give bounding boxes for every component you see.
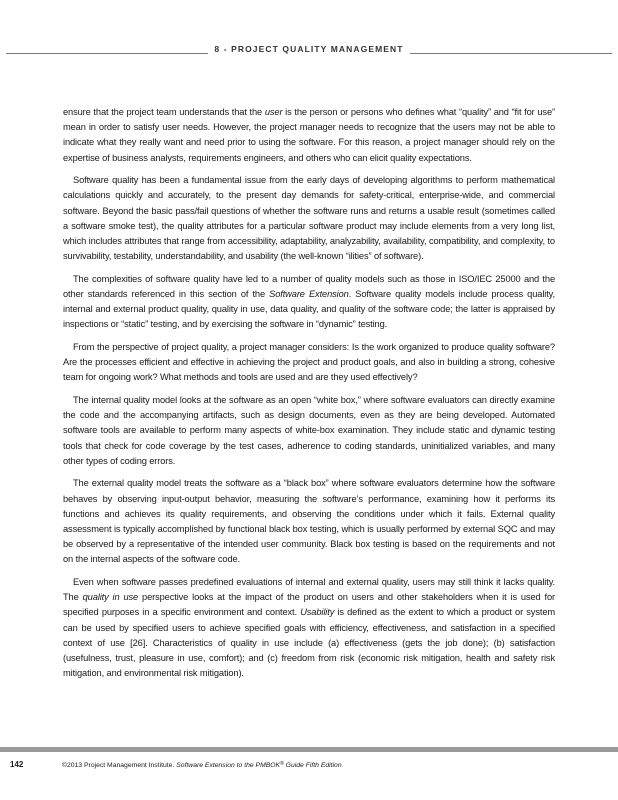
text-run: is defined as the extent to which a product or system can be used by specified users to achieve specified goals with efficiency, effectiveness, and satisfaction in a specified context of use [26]. Characteristics of quality in use include (a) effectiveness (gets the job done); (b) satisfaction (usefulness, trust, pleasure in use, comfort); and (c) freedom from risk (economic risk mitigation, health and safety risk mitigation, and environmental risk mitigation). <box>63 607 555 679</box>
text-run: perspective looks at the impact of the product on users and other stakeholders when it is used for specified purposes in a specific environment and context. <box>63 592 555 618</box>
paragraph-3 <box>63 272 555 333</box>
paragraph-5: The internal quality model looks at the software as an open “white box,” where software evaluators can directly examine the code and the accompanying artifacts, such as design documents, even as they are being developed. Automated software tools are available to perform many aspects of white-box examination. They include static and dynamic testing tools that check for code coverage by the test cases, adherence to coding standards, uninitialized variables, and many other types of coding errors. <box>63 395 555 466</box>
emphasis-software-extension: Software Extension <box>269 289 349 300</box>
emphasis-user: user <box>264 107 283 117</box>
text-run: The complexities of software quality have led to a number of quality models such as those in ISO/IEC 25000 and the other standards referenced in this section of the <box>63 273 555 300</box>
emphasis-quality-in-use: quality in use <box>82 592 139 603</box>
title-text: Software Extension to the PMBOK <box>176 762 281 769</box>
copyright-text: ©2013 Project Management Institute. <box>62 762 177 769</box>
text-run: . Software quality models include process quality, internal and external product quality, quality in use, data quality, and quality of the software code; the latter is appraised by inspections or “static” testing, and by exercising the software in “dynamic” testing. <box>63 289 555 330</box>
text-run: ensure that the project team understands that the <box>63 107 265 117</box>
registered-mark: ® <box>280 761 284 767</box>
paragraph-1 <box>63 105 555 166</box>
paragraph-2: Software quality has been a fundamental issue from the early days of developing algorithms to perform mathematical calculations quickly and accurately, to the present day demands for safety-critical, enterprise-wide, and commercial software. Beyond the basic pass/fail questions of whether the software runs and returns a usable result (sometimes called a software smoke test), the quality attributes for a particular software product may include elements from a very long list, which includes attributes that range from accessibility, adaptability, analyzability, availability, compatibility, and complexity, to survivability, testability, understandability, and usability (the well-known “ilities” of software). <box>63 175 555 262</box>
page-number: 142 <box>10 760 24 769</box>
title-end-text: Guide Fifth Edition <box>283 762 342 769</box>
footer-rule <box>0 747 618 752</box>
paragraph-6: The external quality model treats the software as a “black box” where software evaluators determine how the software behaves by observing input-output behavior, measuring the software’s performance, examining how it performs its functions and achieves its quality requirements, and observing the conditions under which it fails. External quality assessment is typically accomplished by functional black box testing, which is usually performed by external SQC and may be observed by a representative of the intended user community. Black box testing is based on the requirements and not on the internal aspects of the software code. <box>63 478 555 565</box>
body-text <box>63 105 555 689</box>
text-run: is the person or persons who defines what “quality” and “fit for use” mean in order to satisfy user needs. However, the project manager needs to recognize that the users may not be able to indicate what they really want and need prior to using the software. For this reason, a project manager should rely on the expertise of business analysts, requirements engineers, and others who can elicit quality expectations. <box>63 107 555 163</box>
footer-copyright <box>62 761 342 769</box>
publication-title <box>176 762 341 769</box>
text-run: Even when software passes predefined evaluations of internal and external quality, users may still think it lacks quality. The <box>63 577 555 603</box>
header-rule-right <box>410 53 612 54</box>
emphasis-usability: Usability <box>300 607 335 618</box>
paragraph-4: From the perspective of project quality, a project manager considers: Is the work organized to produce quality software? Are the processes efficient and effective in achieving the project and product goals, and also in building a strong, cohesive team for ongoing work? What methods and tools are used and are they used effectively? <box>63 342 555 383</box>
paragraph-7 <box>63 575 555 681</box>
running-header: 8 - PROJECT QUALITY MANAGEMENT <box>214 44 404 54</box>
